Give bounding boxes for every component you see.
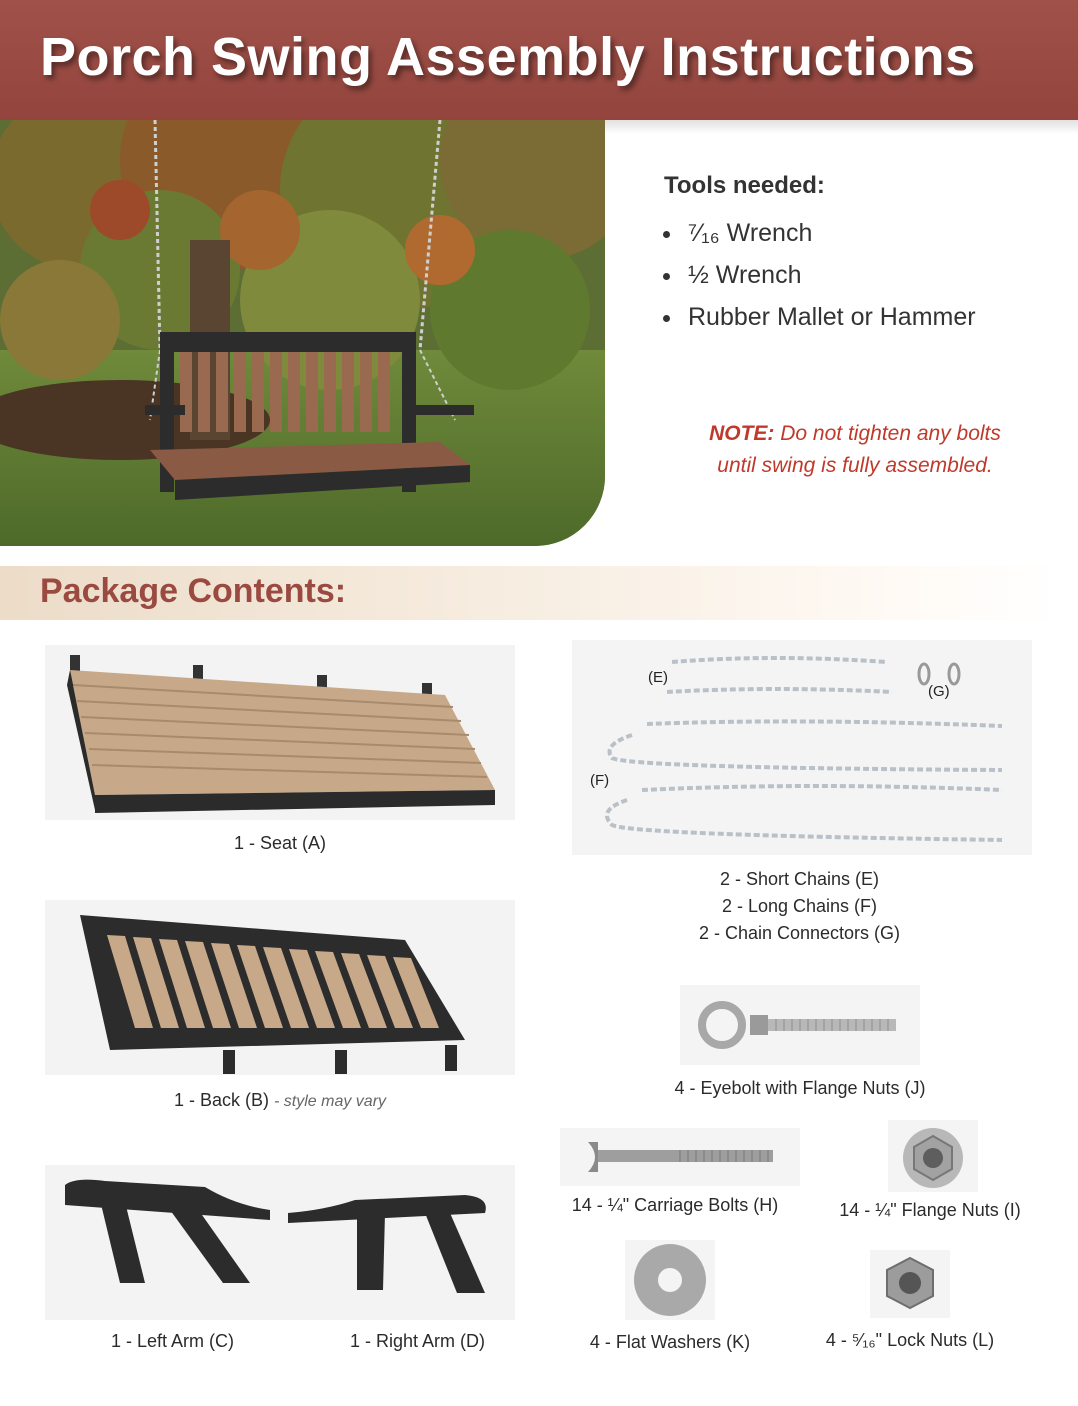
chains-image — [572, 640, 1032, 860]
tools-title: Tools needed: — [664, 172, 825, 199]
chains-caption — [572, 866, 1027, 947]
flange-nuts-caption: 14 - ¼" Flange Nuts (I) — [839, 1200, 1021, 1220]
chain-label-g: (G) — [928, 683, 950, 700]
seat-image — [45, 645, 515, 825]
back-caption — [45, 1090, 515, 1111]
tool-item: • ⁷⁄₁₆ Wrench — [684, 212, 976, 254]
package-contents-band — [0, 566, 1060, 620]
arms-image — [45, 1165, 515, 1325]
tools-list — [664, 212, 976, 338]
package-contents-title: Package Contents: — [40, 572, 347, 610]
chain-label-e: (E) — [648, 669, 668, 686]
eyebolt-caption: 4 - Eyebolt with Flange Nuts (J) — [674, 1078, 926, 1098]
page-title: Porch Swing Assembly Instructions — [40, 27, 976, 87]
note-text: Do not tighten any bolts until swing is fully assembled. — [717, 422, 1001, 477]
carriage-bolts-caption: 14 - ¼" Carriage Bolts (H) — [571, 1195, 779, 1215]
lock-nut-image — [870, 1250, 950, 1323]
flange-nut-image — [888, 1120, 978, 1197]
flat-washer-image — [625, 1240, 715, 1325]
chain-label-f: (F) — [590, 772, 610, 789]
lock-nuts-caption: 4 - ⁵⁄₁₆" Lock Nuts (L) — [825, 1330, 995, 1350]
tool-item: • Rubber Mallet or Hammer — [684, 296, 976, 338]
page-header — [0, 0, 1078, 120]
back-caption-text: 1 - Back (B) — [173, 1090, 269, 1110]
flat-washers-caption: 4 - Flat Washers (K) — [589, 1332, 751, 1352]
back-image — [45, 900, 515, 1080]
short-chains-caption: 2 - Short Chains (E) — [719, 869, 880, 889]
long-chains-caption: 2 - Long Chains (F) — [721, 896, 878, 916]
left-arm-caption: 1 - Left Arm (C) — [110, 1331, 235, 1351]
right-arm-caption: 1 - Right Arm (D) — [349, 1331, 486, 1351]
hero-photo-porch-swing — [0, 120, 605, 546]
assembly-note — [690, 418, 1020, 482]
tools-needed — [664, 172, 976, 338]
tool-item: • ½ Wrench — [684, 254, 976, 296]
eyebolt-image — [680, 985, 920, 1070]
back-style-note: - style may vary — [274, 1093, 387, 1110]
carriage-bolt-image — [560, 1128, 800, 1191]
seat-caption: 1 - Seat (A) — [233, 833, 327, 853]
note-label: NOTE: — [709, 422, 775, 445]
chain-connectors-caption: 2 - Chain Connectors (G) — [698, 923, 901, 943]
